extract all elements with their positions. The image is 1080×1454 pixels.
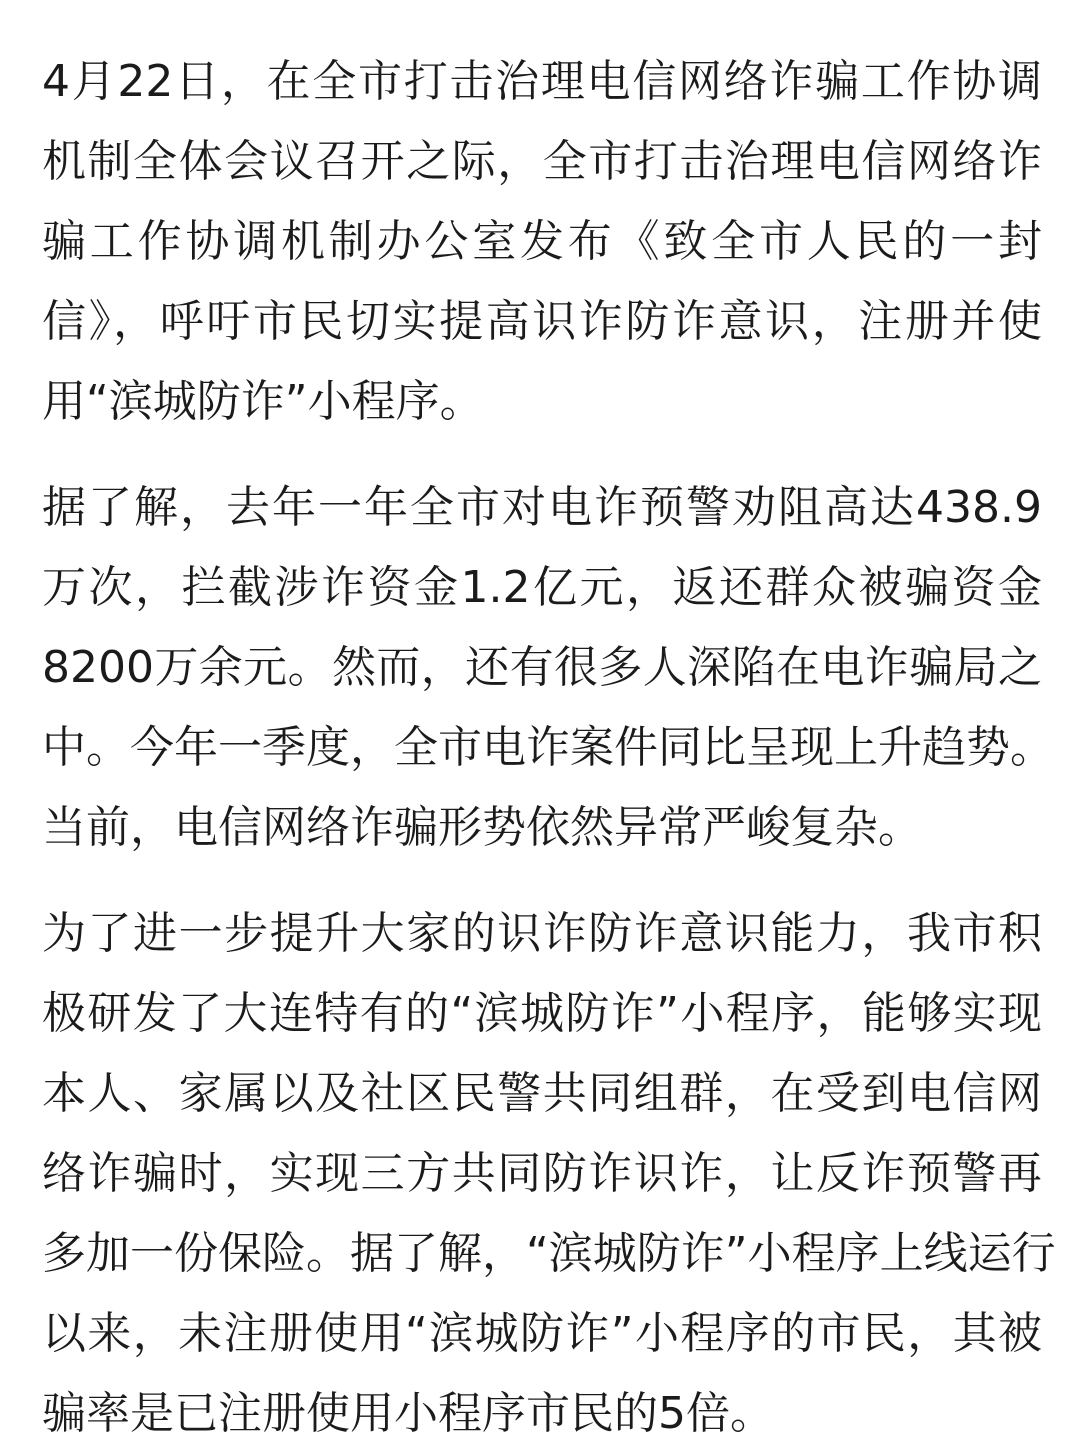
paragraph-3 <box>42 894 1056 1454</box>
paragraph-2 <box>42 468 1054 868</box>
text-line: 机制全体会议召开之际，全市打击治理电信网络诈 <box>42 136 1042 187</box>
text-line: 骗率是已注册使用小程序市民的5倍。 <box>42 1388 774 1439</box>
text-line: 极研发了大连特有的“滨城防诈”小程序，能够实现 <box>42 988 1042 1039</box>
text-line: 当前，电信网络诈骗形势依然异常严峻复杂。 <box>42 802 922 853</box>
text-line: 以来，未注册使用“滨城防诈”小程序的市民，其被 <box>42 1308 1042 1359</box>
text-line: 骗工作协调机制办公室发布《致全市人民的一封 <box>42 216 1042 267</box>
paragraph-spacer <box>42 442 1042 468</box>
paragraph-1 <box>42 42 1042 442</box>
text-line: 中。今年一季度，全市电诈案件同比呈现上升趋势。 <box>42 722 1054 773</box>
text-line: 信》，呼吁市民切实提高识诈防诈意识，注册并使 <box>42 296 1042 347</box>
text-line: 本人、家属以及社区民警共同组群，在受到电信网 <box>42 1068 1042 1119</box>
text-line: 用“滨城防诈”小程序。 <box>42 376 484 427</box>
text-line: 为了进一步提升大家的识诈防诈意识能力，我市积 <box>42 908 1042 959</box>
paragraph-spacer <box>42 868 1042 894</box>
article-body <box>42 42 1056 1454</box>
text-line: 4月22日，在全市打击治理电信网络诈骗工作协调 <box>42 56 1042 107</box>
text-line: 8200万余元。然而，还有很多人深陷在电诈骗局之 <box>42 642 1042 693</box>
text-line: 多加一份保险。据了解，“滨城防诈”小程序上线运行 <box>42 1228 1056 1279</box>
text-line: 万次，拦截涉诈资金1.2亿元，返还群众被骗资金 <box>42 562 1042 613</box>
text-line: 据了解，去年一年全市对电诈预警劝阻高达438.9 <box>42 482 1042 533</box>
text-line: 络诈骗时，实现三方共同防诈识诈，让反诈预警再 <box>42 1148 1042 1199</box>
